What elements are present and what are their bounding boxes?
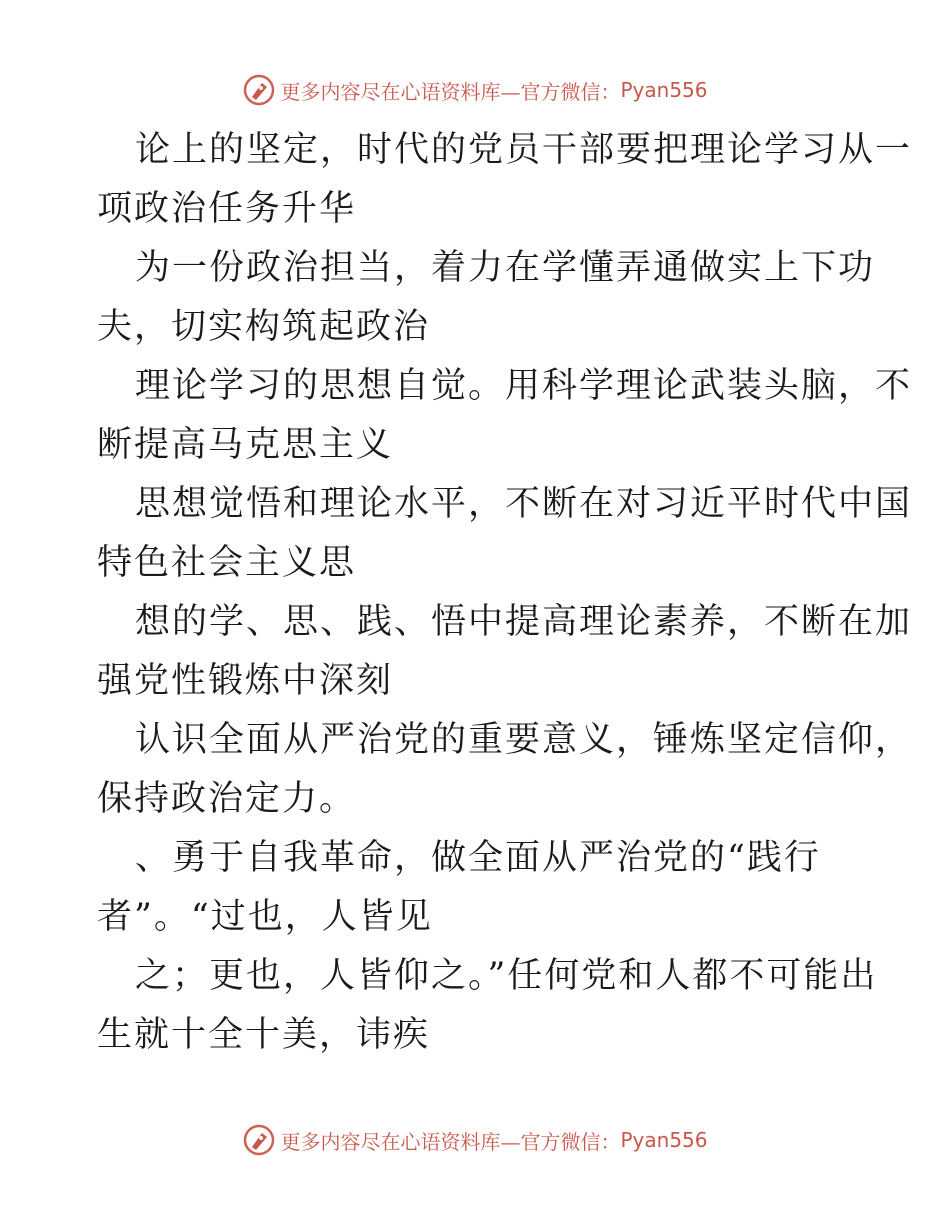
- footer-banner: [0, 1120, 950, 1160]
- text-line: 者”。“过也，人皆见: [97, 897, 433, 937]
- text-line: 夫，切实构筑起政治: [97, 307, 431, 347]
- text-line: 之；更也，人皆仰之。”任何党和人都不可能出: [135, 956, 878, 996]
- text-line: 生就十全十美，讳疾: [97, 1015, 431, 1055]
- text-line: 想的学、思、践、悟中提高理论素养，不断在加: [135, 602, 913, 642]
- text-line: 认识全面从严治党的重要意义，锤炼坚定信仰，: [135, 720, 913, 760]
- text-line: 理论学习的思想自觉。用科学理论武装头脑，不: [135, 366, 913, 406]
- text-line: 、勇于自我革命，做全面从严治党的“践行: [135, 838, 821, 878]
- text-line: 思想觉悟和理论水平，不断在对习近平时代中国: [135, 484, 913, 524]
- text-line: 特色社会主义思: [97, 543, 357, 583]
- text-line: 保持政治定力。: [97, 779, 357, 819]
- text-line: 项政治任务升华: [97, 189, 357, 229]
- banner-wechat-id: Pyan556: [620, 78, 708, 102]
- text-line: 论上的坚定，时代的党员干部要把理论学习从一: [135, 130, 913, 170]
- banner-text: 更多内容尽在心语资料库—官方微信：: [280, 79, 621, 104]
- header-banner: [0, 70, 950, 110]
- banner-wechat-id: Pyan556: [620, 1128, 708, 1152]
- pen-nib-logo-icon: [242, 1123, 276, 1157]
- text-line: 强党性锻炼中深刻: [97, 661, 394, 701]
- pen-nib-logo-icon: [242, 73, 276, 107]
- text-line: 为一份政治担当，着力在学懂弄通做实上下功: [135, 248, 876, 288]
- text-line: 断提高马克思主义: [97, 425, 394, 465]
- banner-text: 更多内容尽在心语资料库—官方微信：: [280, 1129, 621, 1154]
- document-body: [97, 121, 913, 1065]
